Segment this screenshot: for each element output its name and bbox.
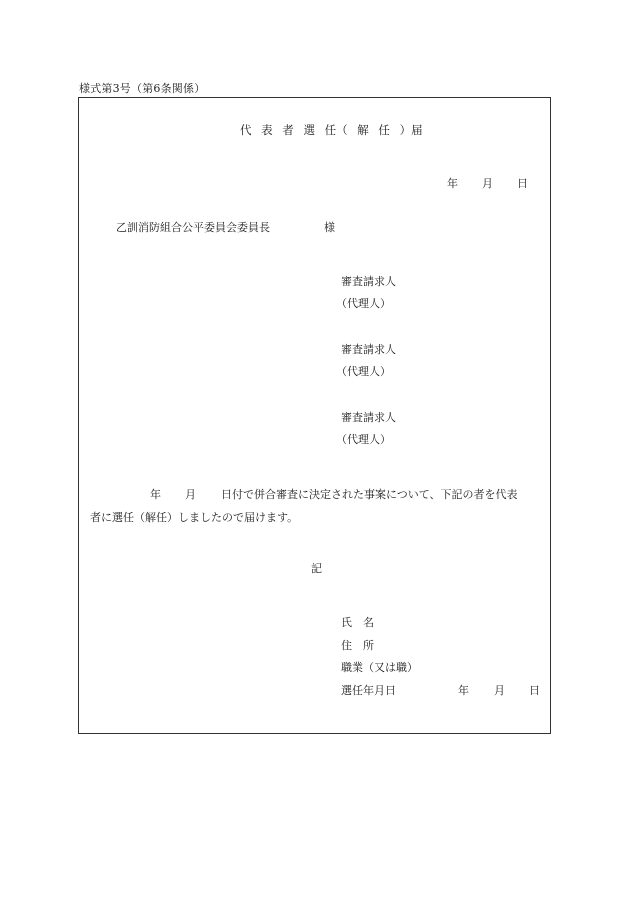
- requester-label: 審査請求人: [341, 411, 396, 424]
- date-year-label: 年: [447, 177, 458, 190]
- body-text-line-2: 者に選任（解任）しましたので届けます。: [90, 511, 299, 524]
- body-text-line-1: 日付で併合審査に決定された事案について、下記の者を代表: [221, 488, 518, 501]
- addressee-honorific: 様: [324, 221, 335, 234]
- ki-heading: 記: [311, 562, 322, 575]
- appointment-date-label: 選任年月日: [341, 684, 396, 697]
- address-label: 住 所: [341, 639, 374, 652]
- body-year-label: 年: [150, 488, 161, 501]
- body-month-label: 月: [185, 488, 196, 501]
- name-label: 氏 名: [341, 616, 374, 629]
- requester-label: 審査請求人: [341, 275, 396, 288]
- form-number-label: 様式第3号（第6条関係）: [79, 82, 206, 95]
- date-day-label: 日: [517, 177, 528, 190]
- requester-label: 審査請求人: [341, 343, 396, 356]
- addressee-name: 乙訓消防組合公平委員会委員長: [116, 221, 270, 234]
- form-frame: [78, 97, 551, 734]
- appointment-year-label: 年: [458, 684, 469, 697]
- occupation-label: 職業（又は職）: [341, 661, 418, 674]
- appointment-day-label: 日: [529, 684, 540, 697]
- requester-proxy-label: （代理人）: [336, 297, 391, 310]
- document-title: 代 表 者 選 任（ 解 任 ）届: [240, 123, 423, 137]
- date-month-label: 月: [482, 177, 493, 190]
- appointment-month-label: 月: [494, 684, 505, 697]
- requester-proxy-label: （代理人）: [336, 365, 391, 378]
- requester-proxy-label: （代理人）: [336, 433, 391, 446]
